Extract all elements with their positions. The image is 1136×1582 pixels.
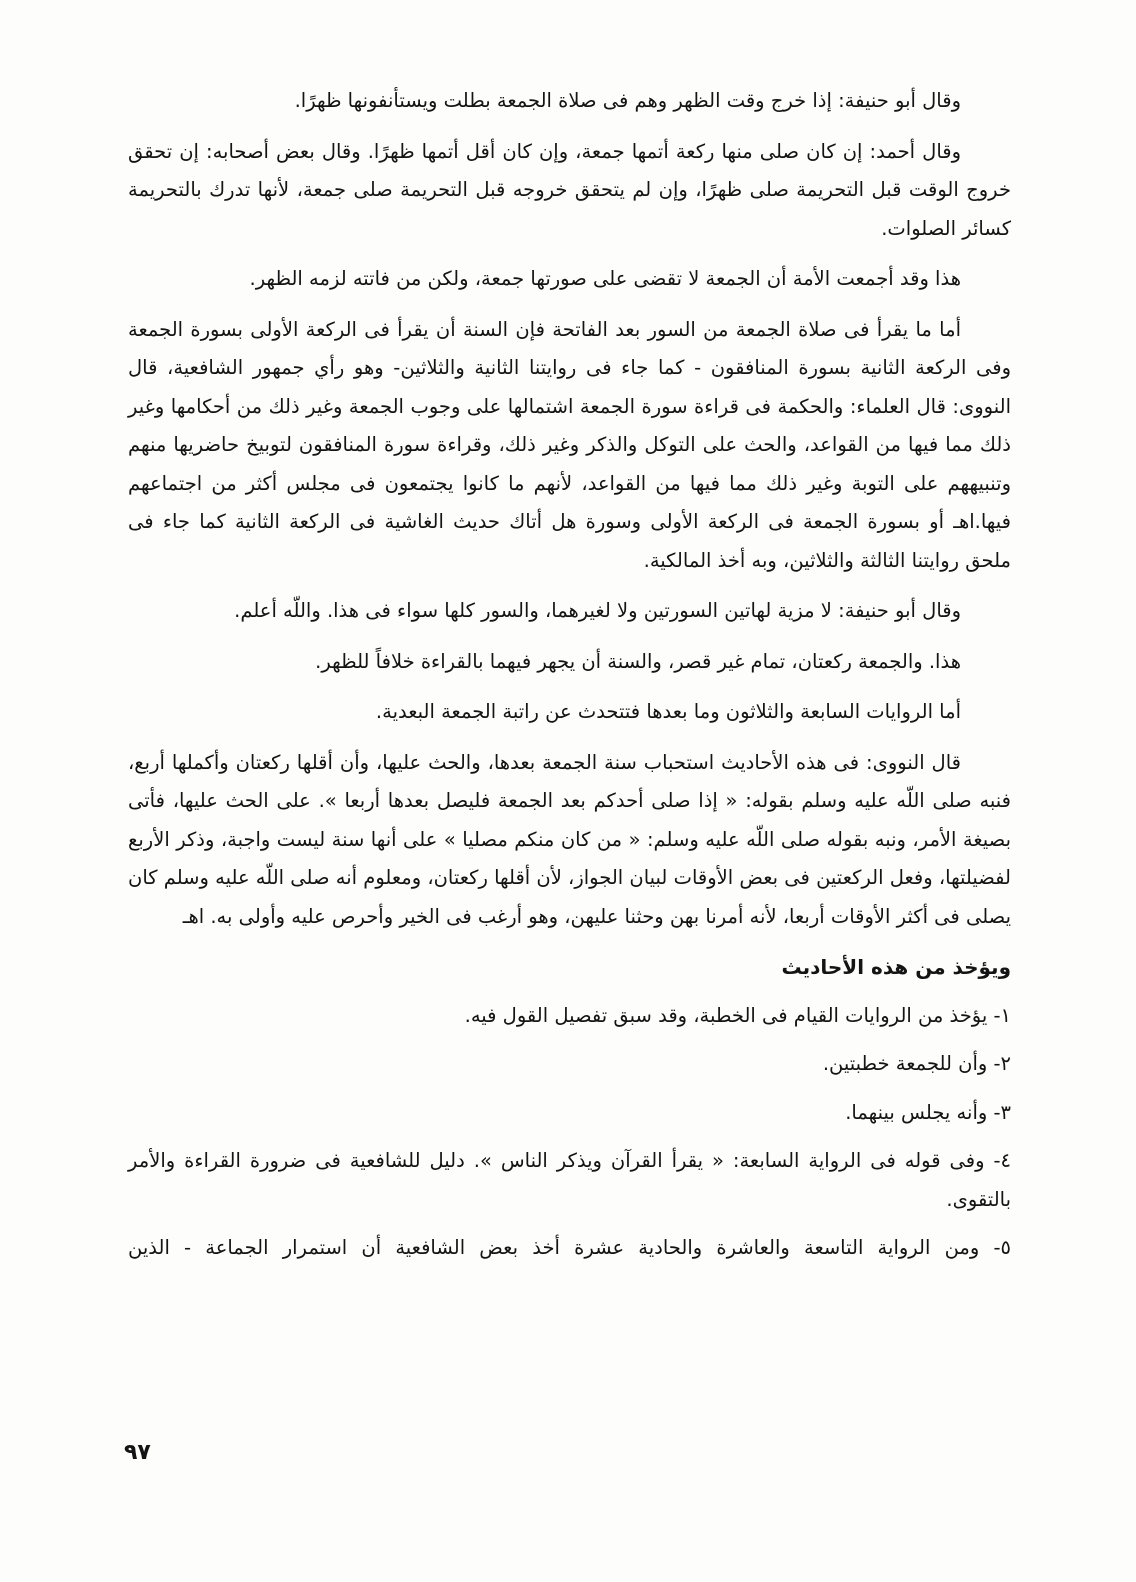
list-item-3: ٣- وأنه يجلس بينهما. [845, 1100, 1011, 1124]
paragraph-two-rakahs: هذا. والجمعة ركعتان، تمام غير قصر، والسنة أن يجهر فيهما بالقراءة خلافاً للظهر. [315, 649, 961, 673]
list-item-2: ٢- وأن للجمعة خطبتين. [822, 1052, 1011, 1075]
text-block [128, 82, 1011, 1278]
section-heading: ويؤخذ من هذه الأحاديث [781, 955, 1011, 979]
page-number: ٩٧ [124, 1440, 151, 1465]
paragraph-narrations-37: أما الروايات السابعة والثلاثون وما بعدها فتتحدث عن راتبة الجمعة البعدية. [375, 700, 961, 723]
paragraph-abu-hanifa-surahs: وقال أبو حنيفة: لا مزية لهاتين السورتين ولا لغيرهما، والسور كلها سواء فى هذا. واللّه أعلم. [234, 599, 961, 622]
paragraph-abu-hanifa-time: وقال أبو حنيفة: إذا خرج وقت الظهر وهم فى صلاة الجمعة بطلت ويستأنفونها ظهرًا. [294, 89, 961, 112]
paragraph-ahmad-opinion: وقال أحمد: إن كان صلى منها ركعة أتمها جمعة، وإن كان أقل أتمها ظهرًا. وقال بعض أصحابه: إن تحقق خروج الوقت قبل التحريمة صلى ظهرًا، وإن لم يتحقق خروجه قبل التحريمة صلى جمعة، لأنها تدرك بالتحريمة كسائر الصلوات. [128, 139, 1011, 240]
paragraph-nawawi-sunnah: قال النووى: فى هذه الأحاديث استحباب سنة الجمعة بعدها، والحث عليها، وأن أقلها ركعتان وأكملها أربع، فنبه صلى اللّه عليه وسلم بقوله: « إذا صلى أحدكم بعد الجمعة فليصل بعدها أربعا ». على الحث عليها، فأتى بصيغة الأمر، ونبه بقوله صلى اللّه عليه وسلم: « من كان منكم مصليا » على أنها سنة ليست واجبة، وذكر الأربع لفضيلتها، وفعل الركعتين فى بعض الأوقات لبيان الجواز، لأن أقلها ركعتان، ومعلوم أنه صلى اللّه عليه وسلم كان يصلى فى أكثر الأوقات أربعا، لأنه أمرنا بهن وحثنا عليهن، وهو أرغب فى الخير وأحرص عليه وأولى به. اهـ [128, 750, 1011, 928]
list-item-5: ٥- ومن الرواية التاسعة والعاشرة والحادية عشرة أخذ بعض الشافعية أن استمرار الجماعة - الذين [128, 1236, 1011, 1259]
list-item-4: ٤- وفى قوله فى الرواية السابعة: « يقرأ القرآن ويذكر الناس ». دليل للشافعية فى ضرورة القراءة والأمر بالتقوى. [128, 1149, 1011, 1211]
paragraph-consensus: هذا وقد أجمعت الأمة أن الجمعة لا تقضى على صورتها جمعة، ولكن من فاتته لزمه الظهر. [249, 267, 961, 290]
list-item-1: ١- يؤخذ من الروايات القيام فى الخطبة، وقد سبق تفصيل القول فيه. [464, 1003, 1011, 1027]
paragraph-recitation: أما ما يقرأ فى صلاة الجمعة من السور بعد الفاتحة فإن السنة أن يقرأ فى الركعة الأولى بسورة الجمعة وفى الركعة الثانية بسورة المنافقون - كما جاء فى روايتنا الثانية والثلاثين- وهو رأي جمهور الشافعية، قال النووى: قال العلماء: والحكمة فى قراءة سورة الجمعة اشتمالها على وجوب الجمعة وغير ذلك من أحكامها وغير ذلك مما فيها من القواعد، والحث على التوكل والذكر وغير ذلك، وقراءة سورة المنافقون لتوبيخ حاضريها منهم وتنبيههم على التوبة وغير ذلك مما فيها من القواعد، لأنهم ما كانوا يجتمعون فى مجلس أكثر من اجتماعهم فيها.اهـ أو بسورة الجمعة فى الركعة الأولى وسورة هل أتاك حديث الغاشية فى الركعة الثانية كما جاء فى ملحق روايتنا الثالثة والثلاثين، وبه أخذ المالكية. [128, 317, 1011, 572]
